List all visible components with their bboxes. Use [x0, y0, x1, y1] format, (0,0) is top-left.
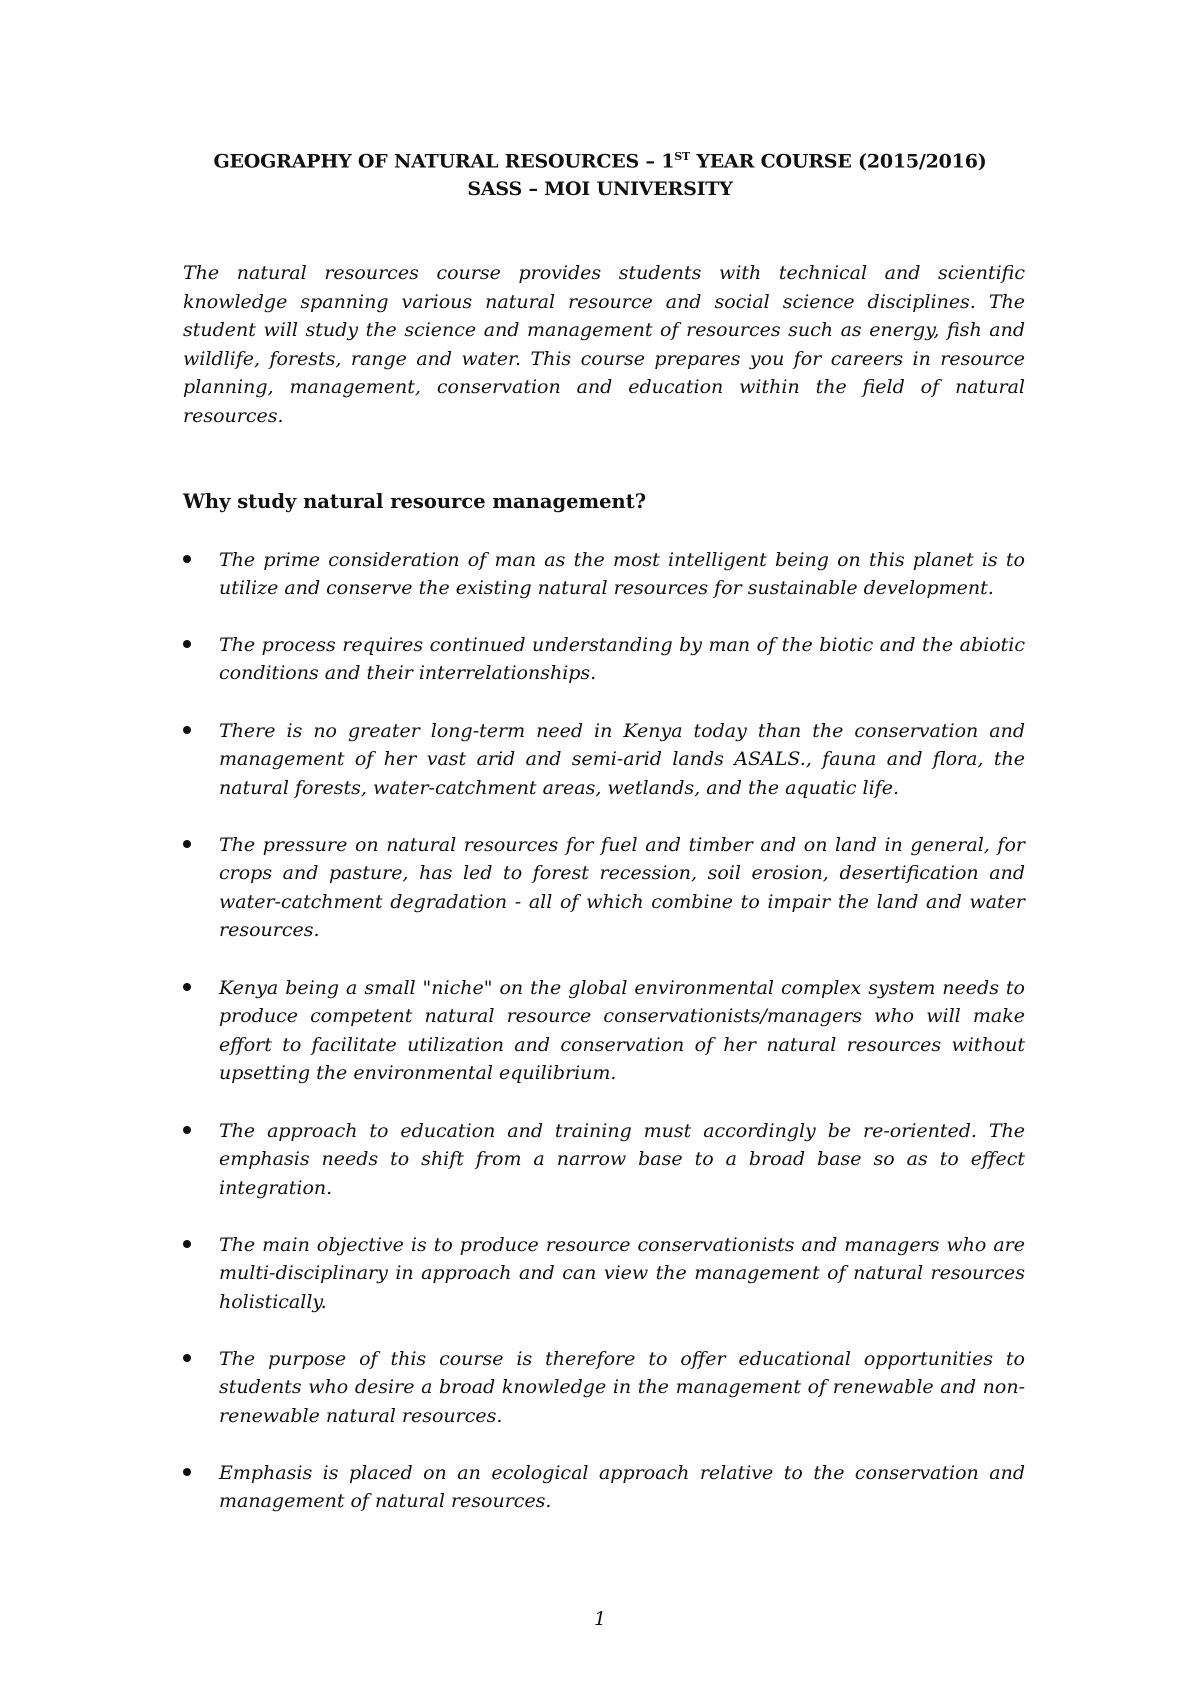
bullet-icon [183, 726, 191, 734]
bullet-icon [183, 983, 191, 991]
bullet-icon [183, 1354, 191, 1362]
title-text-end: YEAR COURSE (2015/2016) [689, 150, 987, 173]
bullet-icon [183, 1468, 191, 1476]
bullet-icon [183, 1126, 191, 1134]
document-title-line2: SASS – MOI UNIVERSITY [467, 178, 733, 200]
bullet-text: The process requires continued understanding by man of the biotic and the abiotic conditions and their interrelationships. [219, 634, 1025, 685]
bullet-text: The pressure on natural resources for fuel and timber and on land in general, for crops and pasture, has led to forest recession, soil erosion, desertification and water-catchment degradation - all of which combine to impair the land and water resources. [219, 834, 1025, 942]
bullet-icon [183, 640, 191, 648]
bullet-text: The main objective is to produce resource conservationists and managers who are multi-disciplinary in approach and can view the management of natural resources holistically. [219, 1234, 1025, 1313]
bullet-text: Emphasis is placed on an ecological approach relative to the conservation and management of natural resources. [219, 1462, 1025, 1513]
bullet-icon [183, 1240, 191, 1248]
document-title-line1 [160, 150, 1040, 172]
intro-paragraph: The natural resources course provides students with technical and scientific knowledge spanning various natural resource and social science disciplines. The student will study the science and management of resources such as energy, fish and wildlife, forests, range and water. This course prepares you for careers in resource planning, management, conservation and education within the field of natural resources. [183, 262, 1025, 427]
bullet-text: Kenya being a small "niche" on the global environmental complex system needs to produce competent natural resource conservationists/managers who will make effort to facilitate utilization and conservation of her natural resources without upsetting the environmental equilibrium. [219, 977, 1025, 1085]
bullet-text: The approach to education and training must accordingly be re-oriented. The emphasis needs to shift from a narrow base to a broad base so as to effect integration. [219, 1120, 1025, 1199]
title-text: GEOGRAPHY OF NATURAL RESOURCES – 1 [213, 150, 675, 173]
page-number: 1 [593, 1608, 607, 1630]
bullet-icon [183, 555, 191, 563]
bullet-text: The prime consideration of man as the most intelligent being on this planet is to utilize and conserve the existing natural resources for sustainable development. [219, 549, 1025, 600]
bullet-text: There is no greater long-term need in Kenya today than the conservation and management of her vast arid and semi-arid lands ASALS., fauna and flora, the natural forests, water-catchment areas, wetlands, and the aquatic life. [219, 720, 1025, 799]
bullet-icon [183, 840, 191, 848]
bullet-text: The purpose of this course is therefore to offer educational opportunities to students who desire a broad knowledge in the management of renewable and non-renewable natural resources. [219, 1348, 1025, 1427]
section-heading: Why study natural resource management? [183, 490, 647, 513]
title-superscript: ST [674, 150, 690, 163]
